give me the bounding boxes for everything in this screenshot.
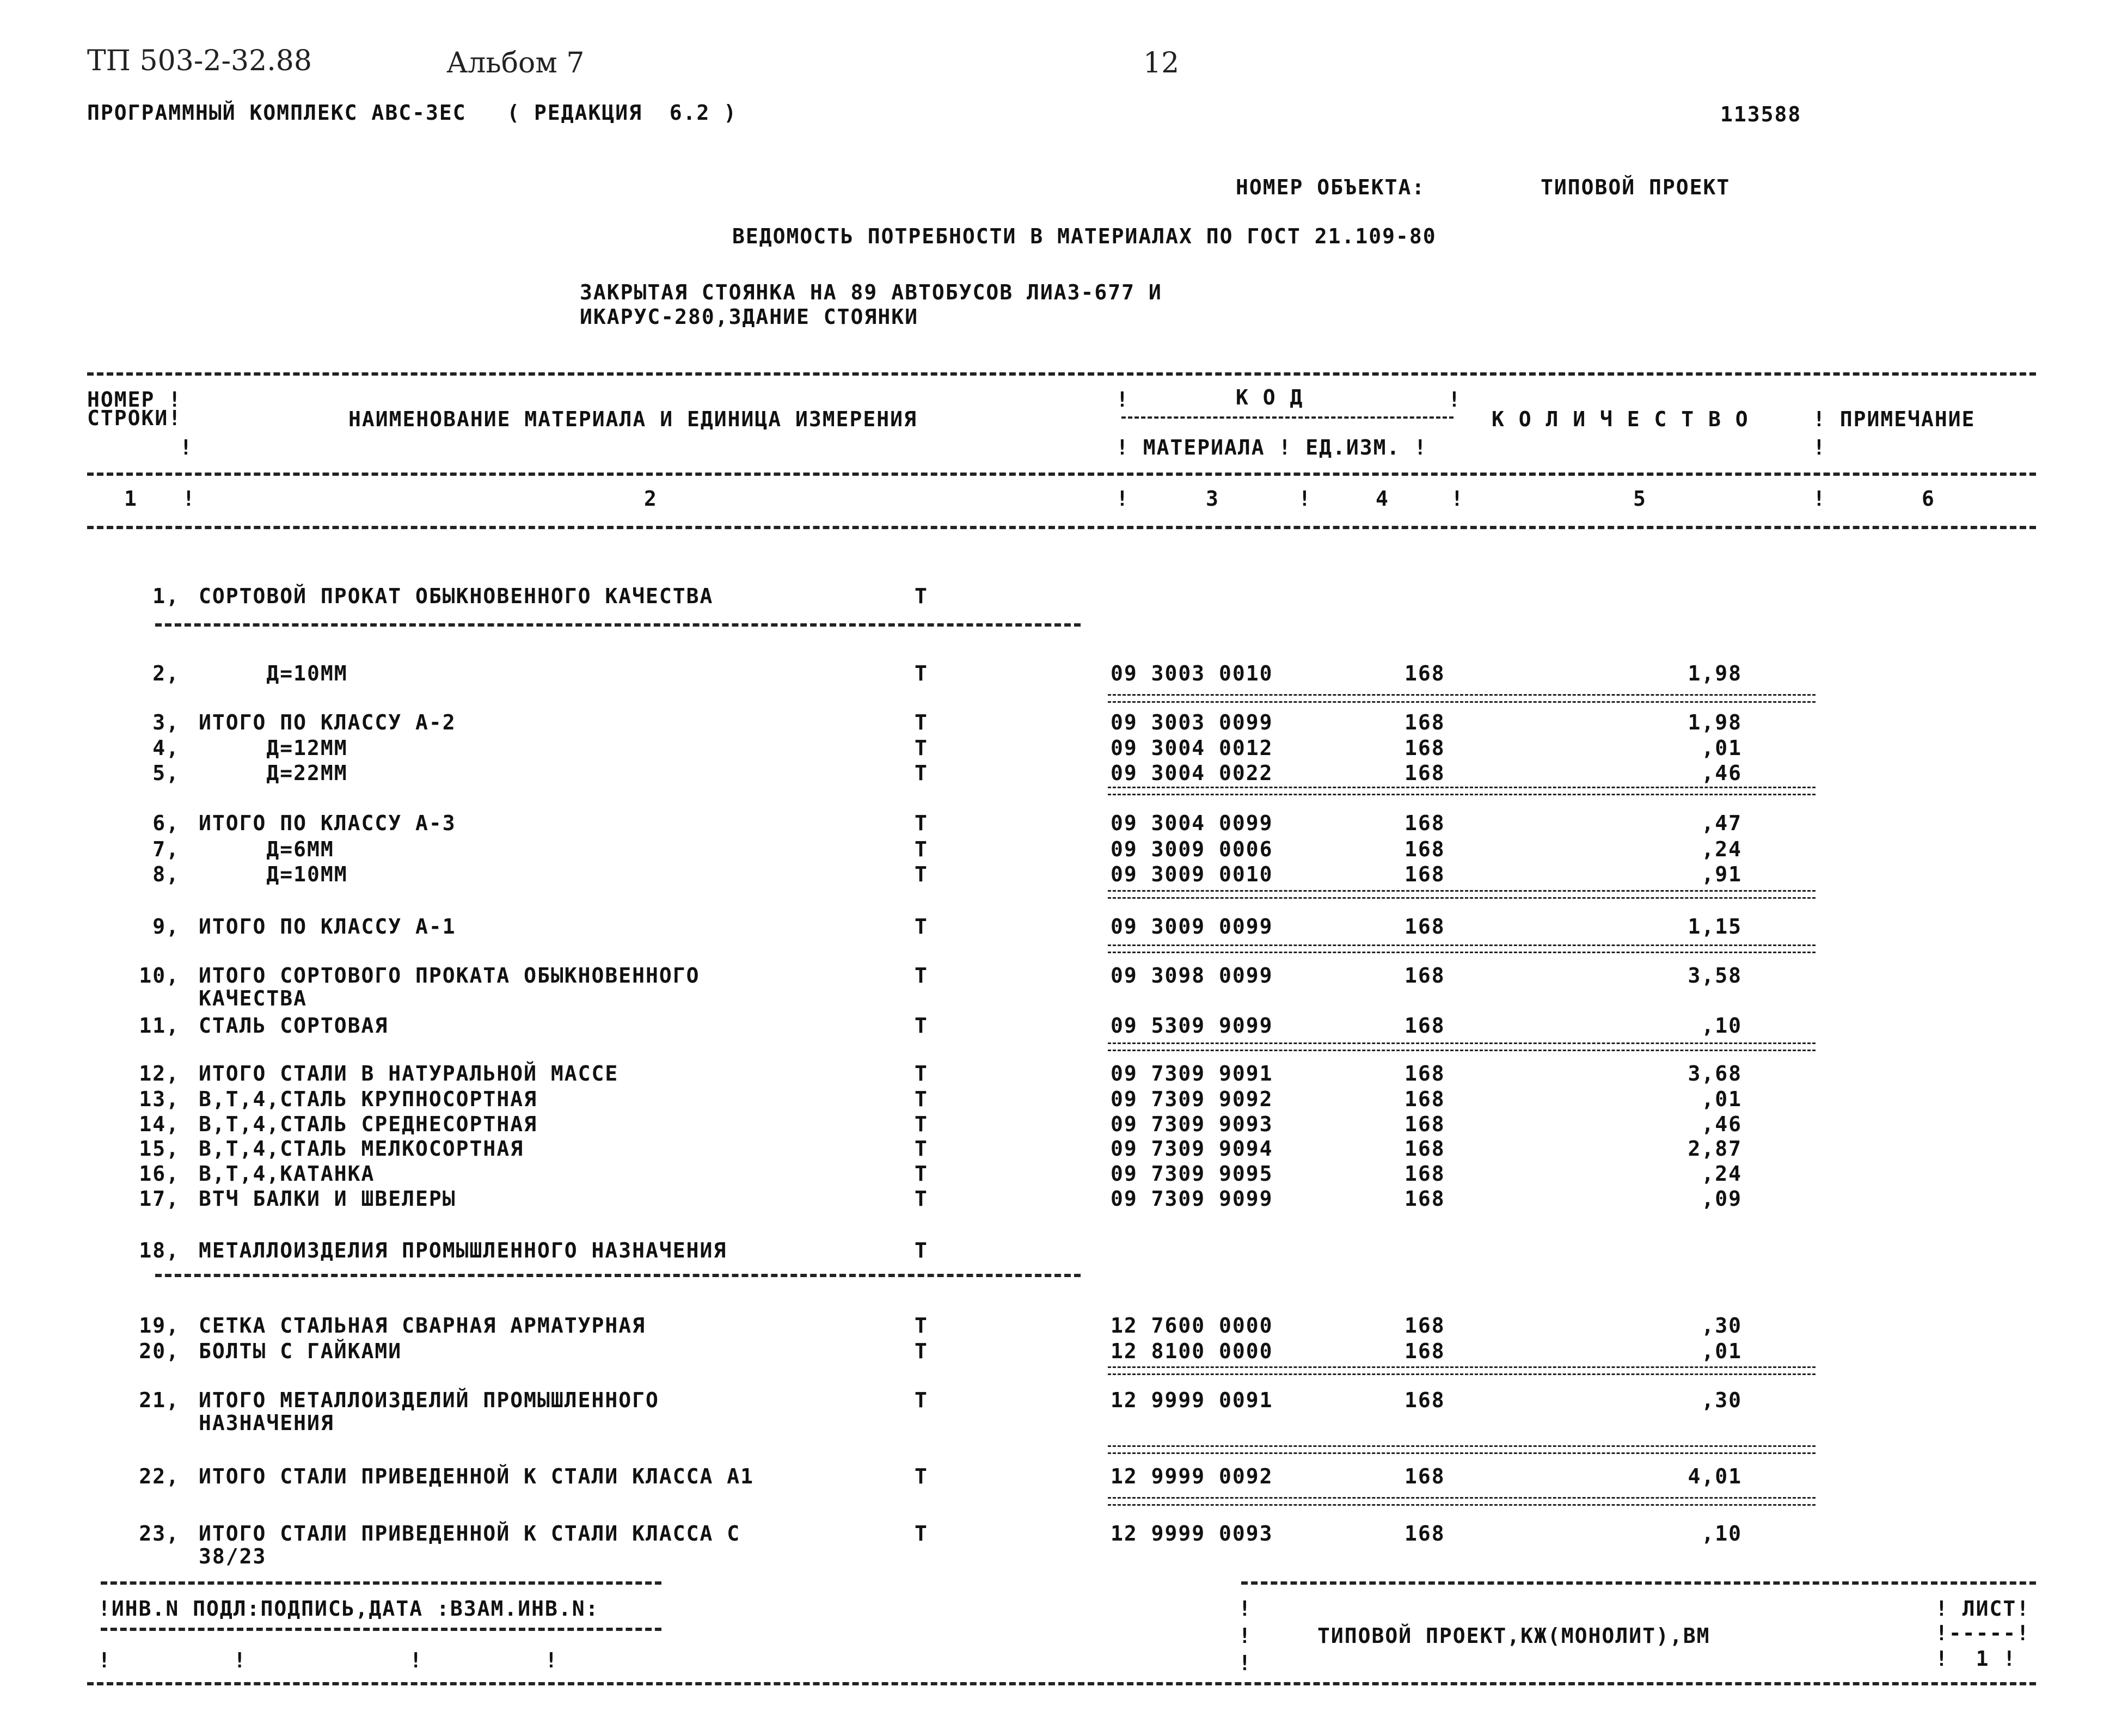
header-code-rule — [1121, 416, 1453, 419]
colnum-bang-5: ! — [1813, 487, 1826, 511]
row-unit-code: 168 — [1405, 1388, 1445, 1412]
row-material-code: 09 3098 0099 — [1111, 964, 1273, 987]
row-material-code: 09 7309 9094 — [1111, 1137, 1273, 1161]
row-quantity: 1,98 — [1688, 710, 1742, 734]
row-number: 3, — [152, 710, 180, 734]
row-material-name: СОРТОВОЙ ПРОКАТ ОБЫКНОВЕННОГО КАЧЕСТВА — [199, 584, 714, 608]
row-material-name: В,Т,4,СТАЛЬ СРЕДНЕСОРТНАЯ — [199, 1112, 537, 1136]
row-unit: Т — [915, 661, 928, 685]
sheet-separator: !-----! — [1935, 1621, 2031, 1645]
row-unit-code: 168 — [1405, 761, 1445, 785]
row-material-name: ИТОГО ПО КЛАССУ А-1 — [199, 915, 456, 938]
row-number: 9, — [152, 915, 180, 938]
row-number: 5, — [152, 761, 180, 785]
colnum-5: 5 — [1633, 487, 1647, 511]
colnum-6: 6 — [1922, 487, 1935, 511]
row-material-name-cont: КАЧЕСТВА — [199, 986, 308, 1010]
row-unit: Т — [915, 761, 928, 785]
row-quantity: ,10 — [1701, 1014, 1742, 1038]
total-double-rule — [1108, 944, 1816, 953]
row-material-code: 12 9999 0092 — [1111, 1464, 1273, 1488]
row-unit-code: 168 — [1405, 1062, 1445, 1085]
row-material-name: ИТОГО СТАЛИ В НАТУРАЛЬНОЙ МАССЕ — [199, 1062, 619, 1085]
row-quantity: ,01 — [1701, 1339, 1742, 1363]
sheet-label: ! ЛИСТ! — [1935, 1597, 2031, 1621]
header-col1-bang: ! — [180, 435, 193, 459]
row-material-name: Д=10ММ — [199, 862, 348, 886]
row-material-name: ИТОГО МЕТАЛЛОИЗДЕЛИЙ ПРОМЫШЛЕННОГО — [199, 1388, 659, 1412]
row-unit: Т — [915, 710, 928, 734]
row-unit-code: 168 — [1405, 1162, 1445, 1186]
row-material-name: В,Т,4,КАТАНКА — [199, 1162, 375, 1186]
row-material-code: 09 3009 0010 — [1111, 862, 1273, 886]
row-material-name: Д=12ММ — [199, 736, 348, 760]
row-quantity: ,30 — [1701, 1314, 1742, 1338]
row-material-name: В,Т,4,СТАЛЬ МЕЛКОСОРТНАЯ — [199, 1137, 524, 1161]
row-material-name: ИТОГО ПО КЛАССУ А-2 — [199, 710, 456, 734]
row-unit-code: 168 — [1405, 862, 1445, 886]
row-unit: Т — [915, 837, 928, 861]
row-unit-code: 168 — [1405, 1112, 1445, 1136]
row-number: 20, — [139, 1339, 180, 1363]
row-unit-code: 168 — [1405, 1087, 1445, 1111]
row-material-name: СТАЛЬ СОРТОВАЯ — [199, 1014, 389, 1038]
row-number: 13, — [139, 1087, 180, 1111]
row-material-code: 09 7309 9092 — [1111, 1087, 1273, 1111]
row-unit-code: 168 — [1405, 837, 1445, 861]
row-quantity: ,46 — [1701, 761, 1742, 785]
row-number: 14, — [139, 1112, 180, 1136]
row-number: 22, — [139, 1464, 180, 1488]
row-unit: Т — [915, 1112, 928, 1136]
header-rule-mid — [87, 473, 2036, 476]
stamp-project: ТИПОВОЙ ПРОЕКТ,КЖ(МОНОЛИТ),ВМ — [1317, 1624, 1710, 1648]
row-material-name: Д=10ММ — [199, 661, 348, 685]
header-note: ! ПРИМЕЧАНИЕ — [1813, 407, 1976, 431]
row-unit: Т — [915, 862, 928, 886]
row-unit: Т — [915, 811, 928, 835]
row-quantity: ,01 — [1701, 736, 1742, 760]
row-number: 18, — [139, 1238, 180, 1262]
album-label: Альбом 7 — [446, 47, 585, 79]
row-quantity: ,24 — [1701, 1162, 1742, 1186]
row-number: 21, — [139, 1388, 180, 1412]
row-unit: Т — [915, 1014, 928, 1038]
row-material-code: 09 7309 9099 — [1111, 1187, 1273, 1211]
row-quantity: 1,98 — [1688, 661, 1742, 685]
page-number: 12 — [1143, 47, 1180, 79]
row-material-code: 09 7309 9091 — [1111, 1062, 1273, 1085]
row-quantity: ,24 — [1701, 837, 1742, 861]
row-unit: Т — [915, 1137, 928, 1161]
row-material-name: СЕТКА СТАЛЬНАЯ СВАРНАЯ АРМАТУРНАЯ — [199, 1314, 646, 1338]
row-unit: Т — [915, 1339, 928, 1363]
row-number: 15, — [139, 1137, 180, 1161]
header-col1-line2: СТРОКИ! — [87, 406, 182, 430]
stamp-right-bang-3: ! — [1238, 1651, 1252, 1675]
row-number: 8, — [152, 862, 180, 886]
header-note-bang: ! — [1813, 435, 1826, 459]
row-material-name: ИТОГО СТАЛИ ПРИВЕДЕННОЙ К СТАЛИ КЛАССА С — [199, 1522, 741, 1545]
row-number: 10, — [139, 964, 180, 987]
row-number: 4, — [152, 736, 180, 760]
total-double-rule — [1108, 1445, 1816, 1454]
row-unit: Т — [915, 964, 928, 987]
header-qty: К О Л И Ч Е С Т В О — [1492, 407, 1749, 431]
row-material-name: БОЛТЫ С ГАЙКАМИ — [199, 1339, 402, 1363]
row-material-code: 09 3004 0099 — [1111, 811, 1273, 835]
row-number: 16, — [139, 1162, 180, 1186]
row-unit-code: 168 — [1405, 1464, 1445, 1488]
footer-rule-left-mid — [101, 1628, 661, 1631]
row-number: 7, — [152, 837, 180, 861]
colnum-bang-3: ! — [1298, 487, 1312, 511]
row-number: 1, — [152, 584, 180, 608]
row-material-code: 09 3004 0022 — [1111, 761, 1273, 785]
row-unit-code: 168 — [1405, 964, 1445, 987]
header-col2: НАИМЕНОВАНИЕ МАТЕРИАЛА И ЕДИНИЦА ИЗМЕРЕНИЯ — [348, 407, 917, 431]
row-unit-code: 168 — [1405, 915, 1445, 938]
row-material-name: Д=22ММ — [199, 761, 348, 785]
row-unit-code: 168 — [1405, 1187, 1445, 1211]
row-quantity: ,47 — [1701, 811, 1742, 835]
colnum-1: 1 — [124, 487, 138, 511]
row-number: 11, — [139, 1014, 180, 1038]
row-unit: Т — [915, 1238, 928, 1262]
row-material-code: 09 3009 0006 — [1111, 837, 1273, 861]
row-unit: Т — [915, 1464, 928, 1488]
ref-number: 113588 — [1720, 102, 1802, 126]
header-code-bang-r: ! — [1448, 388, 1462, 412]
header-code-sub: ! МАТЕРИАЛА ! ЕД.ИЗМ. ! — [1116, 435, 1428, 459]
header-col1-line1: НОМЕР ! — [87, 388, 182, 412]
colnum-3: 3 — [1206, 487, 1219, 511]
row-unit: Т — [915, 1062, 928, 1085]
row-material-name-cont: НАЗНАЧЕНИЯ — [199, 1411, 334, 1435]
section-underline — [155, 1274, 1081, 1277]
row-material-code: 09 7309 9093 — [1111, 1112, 1273, 1136]
row-quantity: 3,68 — [1688, 1062, 1742, 1085]
row-material-name: В,Т,4,СТАЛЬ КРУПНОСОРТНАЯ — [199, 1087, 537, 1111]
row-material-code: 12 9999 0091 — [1111, 1388, 1273, 1412]
row-number: 23, — [139, 1522, 180, 1545]
object-label: НОМЕР ОБЪЕКТА: — [1236, 175, 1426, 199]
total-double-rule — [1108, 694, 1816, 703]
footer-rule-left-top — [101, 1581, 661, 1585]
row-material-code: 09 3003 0010 — [1111, 661, 1273, 685]
row-unit-code: 168 — [1405, 710, 1445, 734]
row-material-name: Д=6ММ — [199, 837, 334, 861]
row-material-code: 12 9999 0093 — [1111, 1522, 1273, 1545]
row-material-name-cont: 38/23 — [199, 1544, 267, 1568]
stamp-right-bang-2: ! — [1238, 1624, 1252, 1648]
row-material-name: ИТОГО СТАЛИ ПРИВЕДЕННОЙ К СТАЛИ КЛАССА А1 — [199, 1464, 754, 1488]
row-unit: Т — [915, 1314, 928, 1338]
row-unit: Т — [915, 1522, 928, 1545]
row-quantity: 4,01 — [1688, 1464, 1742, 1488]
row-unit-code: 168 — [1405, 1522, 1445, 1545]
row-material-code: 12 8100 0000 — [1111, 1339, 1273, 1363]
header-rule-top — [87, 372, 2036, 376]
colnum-bang-1: ! — [182, 487, 196, 511]
row-quantity: 2,87 — [1688, 1137, 1742, 1161]
row-unit-code: 168 — [1405, 811, 1445, 835]
row-unit-code: 168 — [1405, 661, 1445, 685]
row-material-name: ИТОГО ПО КЛАССУ А-3 — [199, 811, 456, 835]
row-unit: Т — [915, 736, 928, 760]
section-underline — [155, 623, 1081, 627]
row-material-code: 09 3003 0099 — [1111, 710, 1273, 734]
row-material-code: 09 5309 9099 — [1111, 1014, 1273, 1038]
row-unit: Т — [915, 1087, 928, 1111]
doc-subtitle-2: ИКАРУС-280,ЗДАНИЕ СТОЯНКИ — [580, 305, 918, 329]
row-unit: Т — [915, 915, 928, 938]
row-quantity: ,91 — [1701, 862, 1742, 886]
row-material-code: 09 3009 0099 — [1111, 915, 1273, 938]
row-number: 2, — [152, 661, 180, 685]
row-unit-code: 168 — [1405, 1137, 1445, 1161]
row-material-name: МЕТАЛЛОИЗДЕЛИЯ ПРОМЫШЛЕННОГО НАЗНАЧЕНИЯ — [199, 1238, 727, 1262]
total-double-rule — [1108, 787, 1816, 795]
sheet-number: ! 1 ! — [1935, 1647, 2017, 1671]
row-unit-code: 168 — [1405, 1014, 1445, 1038]
row-number: 19, — [139, 1314, 180, 1338]
row-material-name: ИТОГО СОРТОВОГО ПРОКАТА ОБЫКНОВЕННОГО — [199, 964, 700, 987]
stamp-left: !ИНВ.N ПОДЛ:ПОДПИСЬ,ДАТА :ВЗАМ.ИНВ.N: — [98, 1597, 599, 1621]
row-quantity: ,01 — [1701, 1087, 1742, 1111]
header-rule-bottom — [87, 526, 2036, 529]
colnum-bang-4: ! — [1451, 487, 1464, 511]
row-number: 6, — [152, 811, 180, 835]
row-quantity: ,09 — [1701, 1187, 1742, 1211]
stamp-left-cells: ! ! ! ! — [98, 1648, 559, 1672]
colnum-bang-2: ! — [1116, 487, 1130, 511]
total-double-rule — [1108, 890, 1816, 899]
footer-rule-right-top — [1241, 1581, 2036, 1585]
footer-rule-bottom — [87, 1682, 2036, 1685]
row-quantity: 3,58 — [1688, 964, 1742, 987]
row-unit-code: 168 — [1405, 736, 1445, 760]
stamp-right-bang-1: ! — [1238, 1597, 1252, 1621]
colnum-2: 2 — [644, 487, 658, 511]
row-unit-code: 168 — [1405, 1339, 1445, 1363]
total-double-rule — [1108, 1042, 1816, 1051]
top-code: ТП 503-2-32.88 — [87, 45, 312, 77]
row-material-code: 09 7309 9095 — [1111, 1162, 1273, 1186]
row-quantity: ,30 — [1701, 1388, 1742, 1412]
row-quantity: 1,15 — [1688, 915, 1742, 938]
total-double-rule — [1108, 1366, 1816, 1375]
header-code: К О Д — [1236, 385, 1304, 409]
row-material-name: ВТЧ БАЛКИ И ШВЕЛЕРЫ — [199, 1187, 456, 1211]
row-quantity: ,46 — [1701, 1112, 1742, 1136]
row-unit: Т — [915, 584, 928, 608]
program-line: ПРОГРАММНЫЙ КОМПЛЕКС АВС-3ЕС ( РЕДАКЦИЯ 6.2 ) — [87, 101, 738, 125]
header-code-bang-l: ! — [1116, 388, 1130, 412]
total-double-rule — [1108, 1497, 1816, 1506]
row-number: 12, — [139, 1062, 180, 1085]
row-material-code: 09 3004 0012 — [1111, 736, 1273, 760]
row-unit-code: 168 — [1405, 1314, 1445, 1338]
object-value: ТИПОВОЙ ПРОЕКТ — [1541, 175, 1731, 199]
row-number: 17, — [139, 1187, 180, 1211]
row-quantity: ,10 — [1701, 1522, 1742, 1545]
row-material-code: 12 7600 0000 — [1111, 1314, 1273, 1338]
doc-subtitle-1: ЗАКРЫТАЯ СТОЯНКА НА 89 АВТОБУСОВ ЛИАЗ-677 И — [580, 280, 1162, 304]
doc-title: ВЕДОМОСТЬ ПОТРЕБНОСТИ В МАТЕРИАЛАХ ПО ГОСТ 21.109-80 — [732, 224, 1437, 248]
row-unit: Т — [915, 1187, 928, 1211]
row-unit: Т — [915, 1388, 928, 1412]
colnum-4: 4 — [1376, 487, 1389, 511]
row-unit: Т — [915, 1162, 928, 1186]
